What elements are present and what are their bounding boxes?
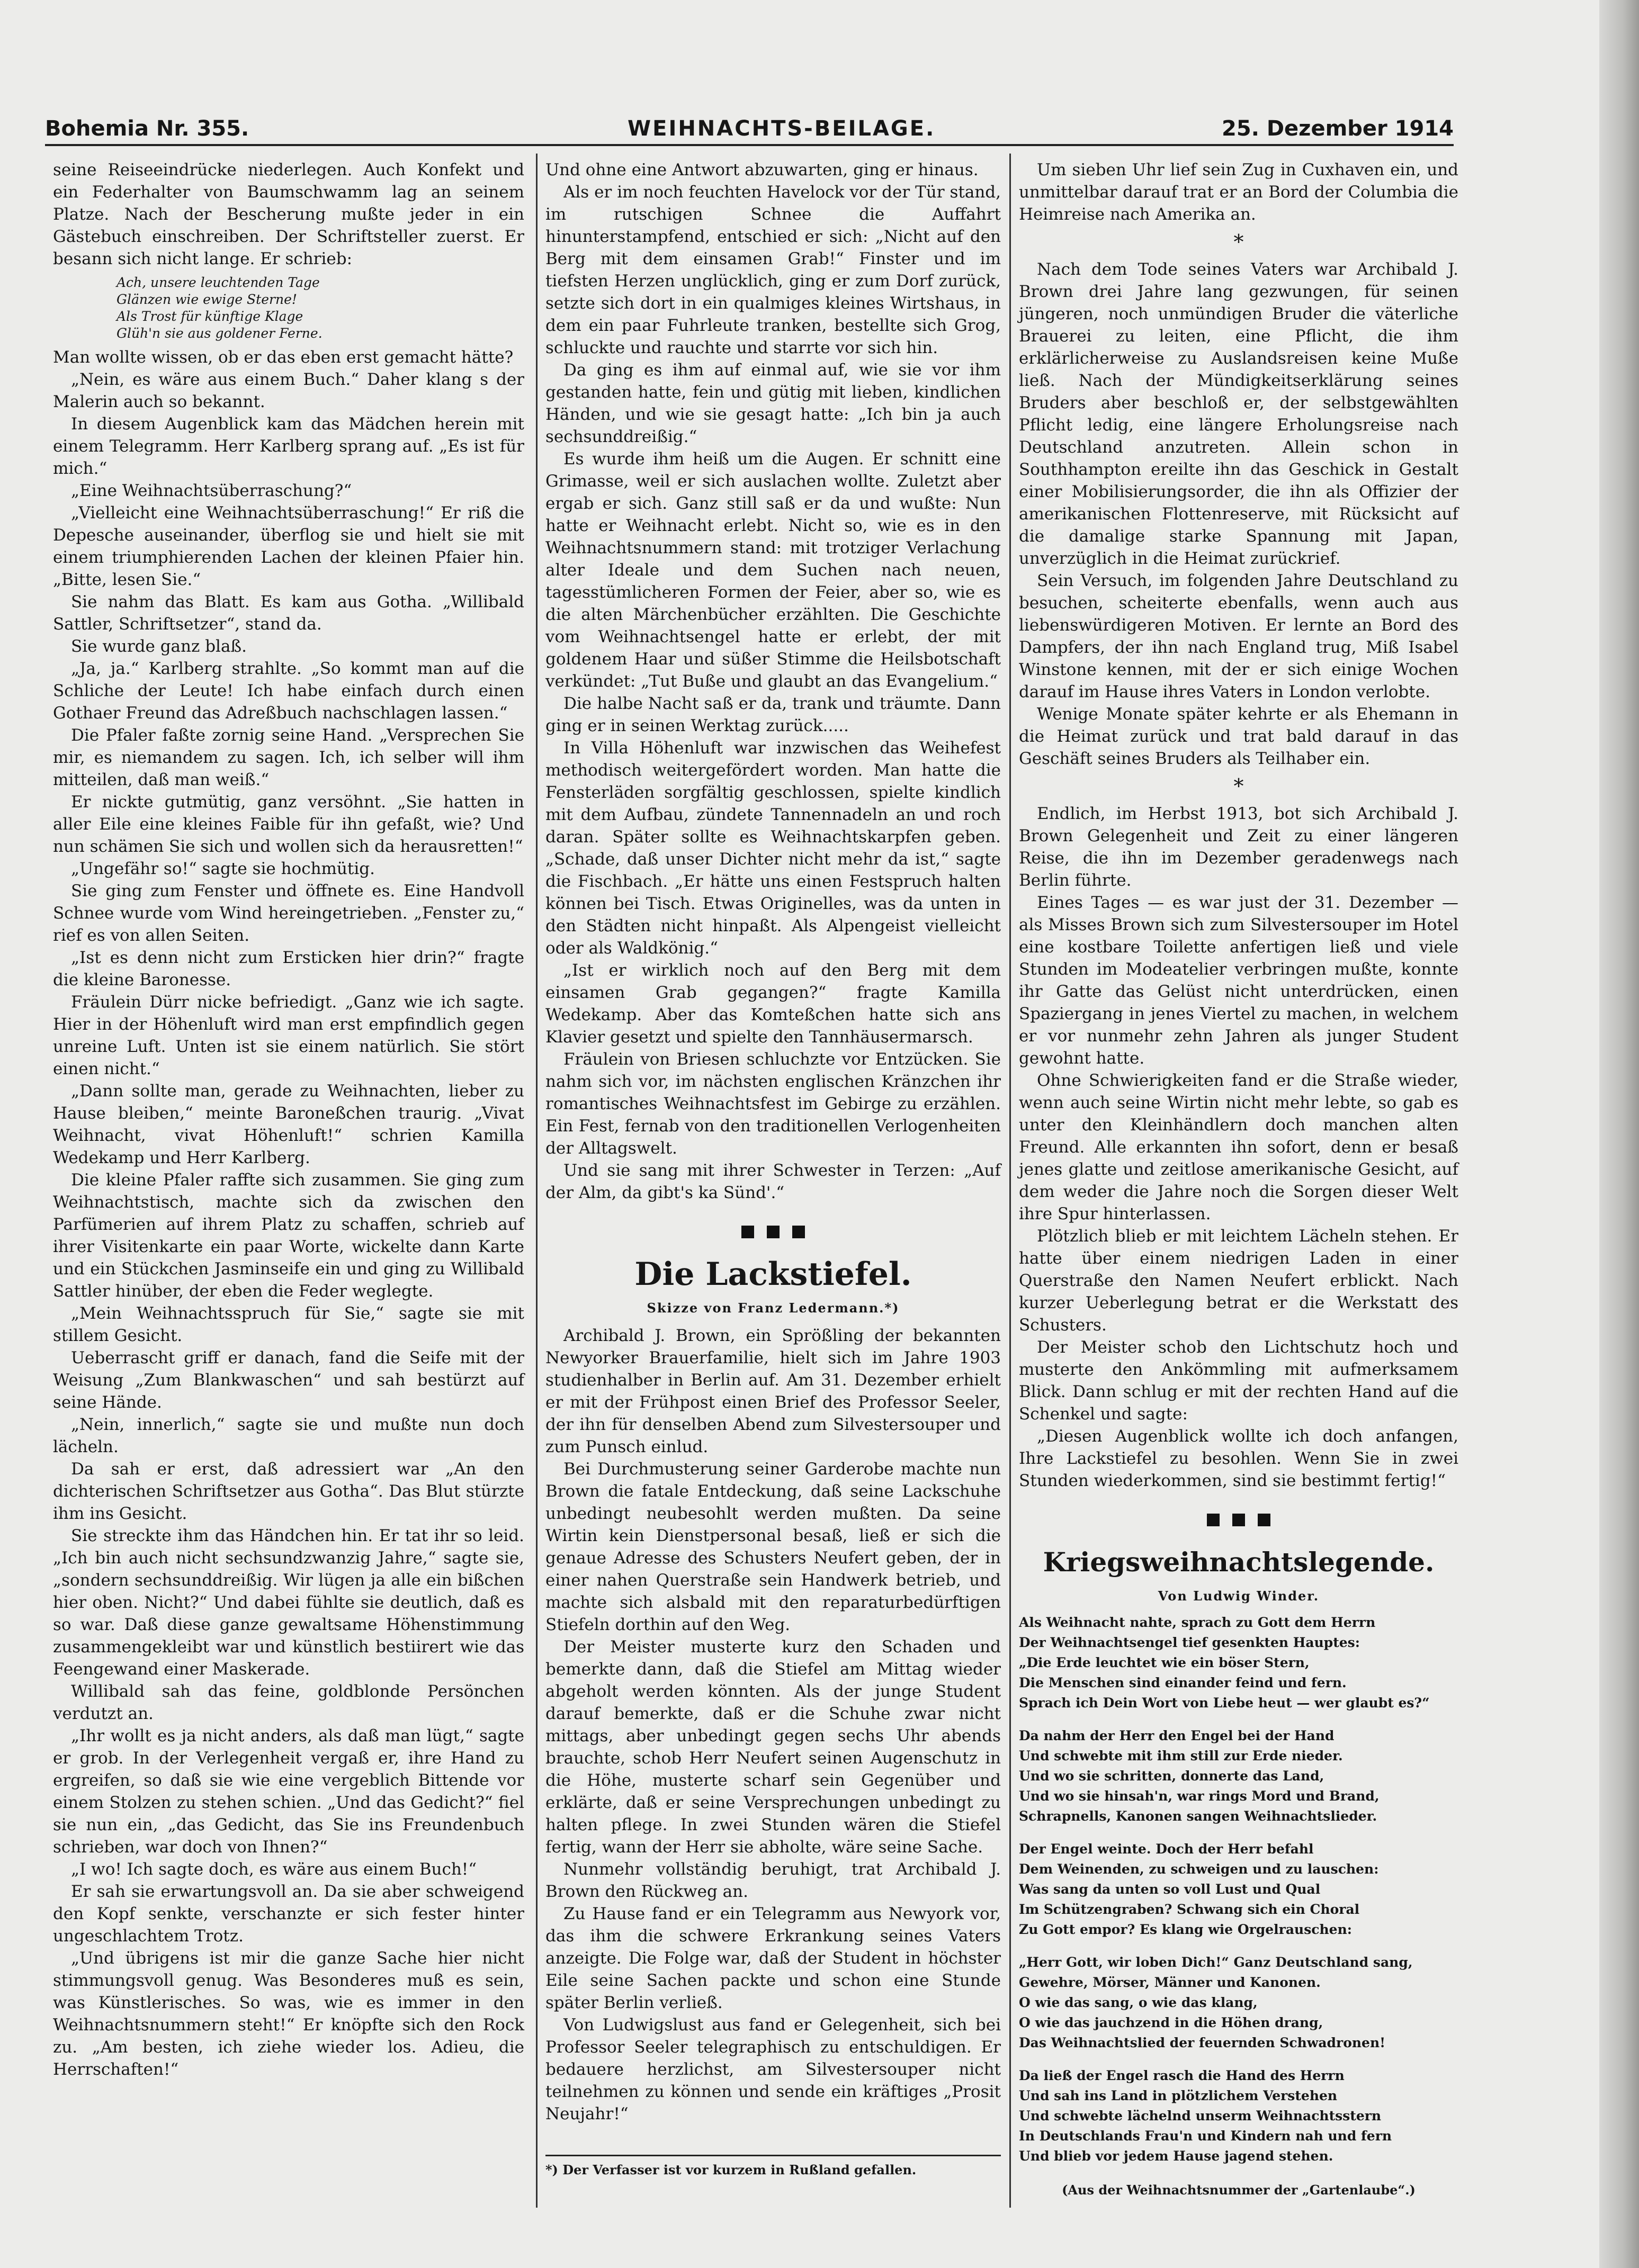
paragraph: Der Meister schob den Lichtschutz hoch und musterte den Ankömmling mit aufmerksamem Blick. Dann schlug er mit der rechten Hand auf die Schenkel und sagte:	[1019, 1338, 1458, 1424]
paragraph: Ueberrascht griff er danach, fand die Seife mit der Weisung „Zum Blankwaschen“ und sah bestürzt auf seine Hände.	[53, 1348, 524, 1412]
poem-line: Die Menschen sind einander feind und fern.	[1019, 1675, 1347, 1690]
column-2	[545, 159, 1001, 2179]
poem-line: „Herr Gott, wir loben Dich!“ Ganz Deutschland sang,	[1019, 1955, 1413, 1970]
paragraph: „Ist er wirklich noch auf den Berg mit dem einsamen Grab gegangen?“ fragte Kamilla Wedekamp. Aber das Komteßchen hatte sich ans Klavier gesetzt und spielte den Tannhäusermarsch.	[545, 961, 1001, 1047]
paragraph: Die kleine Pfaler raffte sich zusammen. Sie ging zum Weihnachtstisch, machte sich da zwischen den Parfümerien auf ihrem Platz zu schaffen, schrieb auf ihrer Visitenkarte ein paar Worte, wickelte dann Karte und ein Stückchen Jasminseife ein und ging zu Willibald Sattler hinüber, der eben die Feder weglegte.	[53, 1171, 524, 1301]
poem-line: Sprach ich Dein Wort von Liebe heut — wer glaubt es?“	[1019, 1695, 1430, 1711]
page-edge-shadow	[1599, 0, 1639, 2268]
paragraph: Als er im noch feuchten Havelock vor der Tür stand, im rutschigen Schnee die Auffahrt hinunterstampfend, entschied er sich: „Nicht auf den Berg mit dem einsamen Grab!“ Finster und im tiefsten Herzen unglücklich, ging er zum Dorf zurück, setzte sich dort in ein qualmiges kleines Wirtshaus, in dem ein paar Fuhrleute tranken, bestellte sich Grog, schluckte und rauchte und starrte vor sich hin.	[545, 183, 1001, 357]
poem-line: Der Engel weinte. Doch der Herr befahl	[1019, 1841, 1314, 1857]
poem-stanza	[1019, 1613, 1458, 1713]
issue-number: Bohemia Nr. 355.	[45, 116, 249, 141]
paragraph: Wenige Monate später kehrte er als Ehemann in die Heimat zurück und trat bald darauf in das Geschäft seines Bruders als Teilhaber ein.	[1019, 705, 1458, 768]
paragraph: Da sah er erst, daß adressiert war „An den dichterischen Schriftsetzer aus Gotha“. Das Blut stürzte ihm ins Gesicht.	[53, 1460, 524, 1523]
poem-line: Da nahm der Herr den Engel bei der Hand	[1019, 1728, 1335, 1743]
paragraph: Eines Tages — es war just der 31. Dezember — als Misses Brown sich zum Silvestersouper im Hotel eine kostbare Toilette anfertigen ließ und viele Stunden im Modeatelier verbringen mußte, konnte ihr Gatte das Gelüst nicht unterdrücken, einen Spaziergang in jenes Viertel zu machen, in welchem er vor nunmehr zehn Jahren als junger Student gewohnt hatte.	[1019, 893, 1458, 1068]
verse-line: Glänzen wie ewige Sterne!	[117, 292, 297, 307]
poem-line: Dem Weinenden, zu schweigen und zu lauschen:	[1019, 1861, 1379, 1877]
poem-line: O wie das sang, o wie das klang,	[1019, 1995, 1258, 2010]
poem-line: Und sah ins Land in plötzlichem Verstehen	[1019, 2088, 1338, 2103]
separator-star: *	[1233, 230, 1244, 254]
paragraph: Er sah sie erwartungsvoll an. Da sie aber schweigend den Kopf senkte, verschanzte er sich fester hinter ungeschlachtem Trotz.	[53, 1882, 524, 1946]
paragraph: „Eine Weihnachtsüberraschung?“	[71, 481, 352, 500]
paragraph: Sein Versuch, im folgenden Jahre Deutschland zu besuchen, scheiterte ebenfalls, wenn auch aus liebenswürdigeren Motiven. Er lernte an Bord des Dampfers, der ihn nach England trug, Miß Isabel Winstone kennen, mit der er sich einige Wochen darauf im Hause ihres Vaters in London verlobte.	[1019, 571, 1458, 701]
paragraph: Nach dem Tode seines Vaters war Archibald J. Brown drei Jahre lang gezwungen, für seinen jüngeren, noch unmündigen Bruder die väterliche Brauerei zu leiten, eine Pflicht, die ihm erklärlicherweise zu Auslandsreisen keine Muße ließ. Nach der Mündigkeitserklärung seines Bruders aber beschloß er, der selbstgewählten Pflicht ledig, eine längere Erholungsreise nach Deutschland anzutreten. Allein schon in Southhampton ereilte ihn das Geschick in Gestalt einer Mobilisierungsorder, die ihn als Offizier der amerikanischen Flottenreserve, mit Rücksicht auf die damalige starke Spannung mit Japan, unverzüglich in die Heimat zurückrief.	[1019, 260, 1458, 568]
paragraph: Archibald J. Brown, ein Sprößling der bekannten Newyorker Brauerfamilie, hielt sich im Jahre 1903 studienhalber in Berlin auf. Am 31. Dezember erhielt er mit der Frühpost einen Brief des Professor Seeler, der ihn für denselben Abend zum Silvestersouper und zum Punsch einlud.	[545, 1326, 1001, 1456]
paragraph: Der Meister musterte kurz den Schaden und bemerkte dann, daß die Stiefel am Mittag wieder abgeholt werden könnten. Als der junge Student darauf bemerkte, daß er die Schuhe zwar nicht mittags, aber unbedingt gegen sechs Uhr abends brauchte, schob Herr Neufert seinen Augenschutz in die Höhe, musterte scharf sein Gegenüber und erklärte, daß er seine Versprechungen unbedingt zu halten pflege. In zwei Stunden wären die Stiefel fertig, wann der Herr sie abholte, wäre seine Sache.	[545, 1637, 1001, 1857]
paragraph: Sie wurde ganz blaß.	[71, 637, 247, 656]
poem-stanza	[1019, 1952, 1458, 2053]
paragraph: Nunmehr vollständig beruhigt, trat Archibald J. Brown den Rückweg an.	[545, 1860, 1001, 1901]
story-byline: Skizze von Franz Ledermann.*)	[647, 1300, 900, 1316]
paragraph: „Dann sollte man, gerade zu Weihnachten, lieber zu Hause bleiben,“ meinte Baroneßchen traurig. „Vivat Weihnacht, vivat Höhenluft!“ schrien Kamilla Wedekamp und Herr Karlberg.	[53, 1082, 524, 1167]
page-header	[45, 116, 1454, 148]
paragraph: Er nickte gutmütig, ganz versöhnt. „Sie hatten in aller Eile eine kleines Faible für ihn gefaßt, wie? Und nun schämen Sie sich und wollen sich da herausretten!“	[53, 793, 524, 856]
poem-line: Was sang da unten so voll Lust und Qual	[1019, 1882, 1321, 1897]
paragraph: „Nein, es wäre aus einem Buch.“ Daher klang s der Malerin auch so bekannt.	[53, 370, 524, 411]
paragraph: Da ging es ihm auf einmal auf, wie sie vor ihm gestanden hatte, fein und gütig mit lieben, kindlichen Händen, und wie sie gesagt hatte: „Ich bin ja auch sechsunddreißig.“	[545, 361, 1001, 446]
paragraph: seine Reiseeindrücke niederlegen. Auch Konfekt und ein Federhalter von Baumschwamm lag an seinem Platze. Nach der Bescherung mußte jeder in ein Gästebuch einschreiben. Der Schriftsteller zuerst. Er besann sich nicht lange. Er schrieb:	[53, 160, 524, 268]
separator-star: *	[1233, 775, 1244, 798]
paragraph: „Ja, ja.“ Karlberg strahlte. „So kommt man auf die Schliche der Leute! Ich habe einfach durch einen Gothaer Freund das Adreßbuch nachschlagen lassen.“	[53, 659, 524, 723]
section-divider	[1019, 1510, 1458, 1532]
paragraph: „Ungefähr so!“ sagte sie hochmütig.	[71, 859, 375, 878]
paragraph: „Ihr wollt es ja nicht anders, als daß man lügt,“ sagte er grob. In der Verlegenheit vergaß er, ihre Hand zu ergreifen, so daß sie wie eine vergeblich Bittende vor einem Stolzen zu stehen schien. „Und das Gedicht?“ fiel sie nun ein, „das Gedicht, das Sie ins Freundenbuch schrieben, war doch von Ihnen?“	[53, 1726, 524, 1857]
guestbook-verse	[117, 274, 524, 342]
paragraph: Und sie sang mit ihrer Schwester in Terzen: „Auf der Alm, da gibt's ka Sünd'.“	[545, 1161, 1001, 1202]
poem-line: Das Weihnachtslied der feuernden Schwadronen!	[1019, 2035, 1386, 2050]
paragraph: Man wollte wissen, ob er das eben erst gemacht hätte?	[53, 348, 514, 367]
column-3	[1019, 159, 1458, 2201]
poem-line: Und wo sie hinsah'n, war rings Mord und Brand,	[1019, 1788, 1380, 1804]
poem-stanza	[1019, 2066, 1458, 2166]
paragraph: „Nein, innerlich,“ sagte sie und mußte nun doch lächeln.	[53, 1415, 524, 1456]
verse-line: Glüh'n sie aus goldener Ferne.	[117, 326, 323, 341]
paragraph: „Diesen Augenblick wollte ich doch anfangen, Ihre Lackstiefel zu besohlen. Wenn Sie in zwei Stunden wiederkommen, sind sie bestimmt fertig!“	[1019, 1427, 1458, 1490]
paragraph: „Ist es denn nicht zum Ersticken hier drin?“ fragte die kleine Baronesse.	[53, 948, 524, 989]
poem	[1019, 1613, 1458, 2166]
poem-line: Gewehre, Mörser, Männer und Kanonen.	[1019, 1975, 1321, 1990]
footnote: *) Der Verfasser ist vor kurzem in Rußland gefallen.	[545, 2155, 1001, 2179]
paragraph: Sie ging zum Fenster und öffnete es. Eine Handvoll Schnee wurde vom Wind hereingetrieben. „Fenster zu,“ rief es von allen Seiten.	[53, 881, 524, 945]
supplement-title: WEIHNACHTS-BEILAGE.	[628, 116, 936, 141]
paragraph: Um sieben Uhr lief sein Zug in Cuxhaven ein, und unmittelbar darauf trat er an Bord der Columbia die Heimreise nach Amerika an.	[1019, 160, 1458, 224]
paragraph: In diesem Augenblick kam das Mädchen herein mit einem Telegramm. Herr Karlberg sprang auf. „Es ist für mich.“	[53, 415, 524, 478]
verse-line: Als Trost für künftige Klage	[117, 309, 303, 324]
poem-line: Da ließ der Engel rasch die Hand des Herrn	[1019, 2068, 1345, 2083]
paragraph: Fräulein von Briesen schluchzte vor Entzücken. Sie nahm sich vor, im nächsten englischen Kränzchen ihr romantisches Weihnachtsfest im Gebirge zu erzählen. Ein Fest, fernab von den traditionellen Verlogenheiten der Alltagswelt.	[545, 1050, 1001, 1158]
poem-stanza	[1019, 1726, 1458, 1826]
paragraph: Es wurde ihm heiß um die Augen. Er schnitt eine Grimasse, weil er sich auslachen wollte. Zuletzt aber ergab er sich. Ganz still saß er da und wußte: Nun hatte er Weihnacht erlebt. Nicht so, wie es in den Weihnachtsnummern stand: mit trotziger Verlachung alter Ideale und dem Suchen nach neuen, tagesstümlicheren Formen der Feier, aber so, wie es die alten Märchenbücher erzählten. Die Geschichte vom Weihnachtsengel hatte er erlebt, der mit goldenem Haar und süßer Stimme die Heilsbotschaft verkündet: „Tut Buße und glaubt an das Evangelium.“	[545, 449, 1001, 691]
paragraph: Die halbe Nacht saß er da, trank und träumte. Dann ging er in seinen Werktag zurück.....	[545, 694, 1001, 735]
paragraph: Ohne Schwierigkeiten fand er die Straße wieder, wenn auch seine Wirtin nicht mehr lebte, so gab es unter den Kleinhändlern doch manchen alten Freund. Alle erkannten ihn sofort, denn er besaß jenes glatte und zeitlose amerikanische Gesicht, auf dem weder die Jahre noch die Sorgen dieser Welt ihre Spur hinterlassen.	[1019, 1071, 1458, 1223]
paragraph: „Mein Weihnachtsspruch für Sie,“ sagte sie mit stillem Gesicht.	[53, 1304, 524, 1345]
poem-line: Im Schützengraben? Schwang sich ein Choral	[1019, 1902, 1360, 1917]
paragraph: Fräulein Dürr nicke befriedigt. „Ganz wie ich sagte. Hier in der Höhenluft wird man erst empfindlich gegen unreine Luft. Unten ist sie einem natürlich. Sie stört einen nicht.“	[53, 993, 524, 1078]
section-divider	[545, 1222, 1001, 1244]
verse-line: Ach, unsere leuchtenden Tage	[117, 275, 320, 290]
paragraph: „I wo! Ich sagte doch, es wäre aus einem Buch!“	[71, 1860, 477, 1879]
story-title: Die Lackstiefel.	[634, 1256, 912, 1293]
poem-line: Und schwebte lächelnd unserm Weihnachtsstern	[1019, 2108, 1382, 2123]
paragraph: Sie nahm das Blatt. Es kam aus Gotha. „Willibald Sattler, Schriftsetzer“, stand da.	[53, 592, 524, 634]
poem-line: Und blieb vor jedem Hause jagend stehen.	[1019, 2148, 1333, 2164]
column-rule-2	[1009, 154, 1011, 2208]
poem-line: Und schwebte mit ihm still zur Erde nieder.	[1019, 1748, 1343, 1763]
paragraph: In Villa Höhenluft war inzwischen das Weihefest methodisch weitergefördert worden. Man hatte die Fensterläden sorgfältig geschlossen, spielte kindlich mit dem Aufbau, zündete Tannennadeln an und roch daran. Später sollte es Weihnachtskarpfen geben. „Schade, daß unser Dichter nicht mehr da ist,“ sagte die Fischbach. „Er hätte uns einen Festspruch halten können bei Tisch. Etwas Originelles, was da unten in den Städten nicht hinpaßt. Als Alpengeist vielleicht oder als Waldkönig.“	[545, 739, 1001, 958]
poem-line: O wie das jauchzend in die Höhen drang,	[1019, 2015, 1323, 2030]
poem-stanza	[1019, 1839, 1458, 1940]
poem-line: Schrapnells, Kanonen sangen Weihnachtslieder.	[1019, 1808, 1377, 1824]
paragraph: Und ohne eine Antwort abzuwarten, ging er hinaus.	[545, 160, 979, 179]
paragraph: Zu Hause fand er ein Telegramm aus Newyork vor, das ihm die schwere Erkrankung seines Vaters anzeigte. Die Folge war, daß der Student in höchster Eile seine Sachen packte und schon eine Stunde später Berlin verließ.	[545, 1904, 1001, 2012]
poem-line: Und wo sie schritten, donnerte das Land,	[1019, 1768, 1324, 1784]
column-rule-1	[536, 154, 538, 2208]
poem-line: Als Weihnacht nahte, sprach zu Gott dem Herrn	[1019, 1615, 1376, 1630]
paragraph: „Und übrigens ist mir die ganze Sache hier nicht stimmungsvoll genug. Was Besonderes muß es sein, was Künstlerisches. So was, wie es immer in den Weihnachtsnummern steht!“ Er knöpfte sich den Rock zu. „Am besten, ich ziehe wieder los. Adieu, die Herrschaften!“	[53, 1949, 524, 2079]
header-rule	[45, 144, 1454, 146]
paragraph: „Vielleicht eine Weihnachtsüberraschung!“ Er riß die Depesche auseinander, überflog sie und hielt sie mit einem triumphierenden Lachen der kleinen Pfaier hin. „Bitte, lesen Sie.“	[53, 503, 524, 589]
paragraph: Willibald sah das feine, goldblonde Persönchen verdutzt an.	[53, 1682, 524, 1723]
poem-title: Kriegsweihnachtslegende.	[1043, 1546, 1435, 1578]
poem-line: Zu Gott empor? Es klang wie Orgelrauschen:	[1019, 1922, 1352, 1937]
poem-line: In Deutschlands Frau'n und Kindern nah und fern	[1019, 2128, 1392, 2144]
column-1	[53, 159, 524, 2081]
poem-line: „Die Erde leuchtet wie ein böser Stern,	[1019, 1655, 1310, 1670]
paragraph: Endlich, im Herbst 1913, bot sich Archibald J. Brown Gelegenheit und Zeit zu einer längeren Reise, die ihn im Dezember geradenwegs nach Berlin führte.	[1019, 804, 1458, 890]
paragraph: Sie streckte ihm das Händchen hin. Er tat ihr so leid. „Ich bin auch nicht sechsundzwanzig Jahre,“ sagte sie, „sondern sechsunddreißig. Wir lügen ja alle ein bißchen hier oben. Nicht?“ Und dabei fühlte sie deutlich, daß es so war. Daß diese ganze gewaltsame Höhenstimmung zusammengekleibt war und künstlich bestiirert wie das Feengewand einer Maskerade.	[53, 1526, 524, 1679]
poem-line: Der Weihnachtsengel tief gesenkten Hauptes:	[1019, 1635, 1360, 1650]
poem-source: (Aus der Weihnachtsnummer der „Gartenlaube“.)	[1062, 2182, 1416, 2198]
paragraph: Die Pfaler faßte zornig seine Hand. „Versprechen Sie mir, es niemandem zu sagen. Ich, ich selber will ihm mitteilen, daß man weiß.“	[53, 726, 524, 789]
paragraph: Von Ludwigslust aus fand er Gelegenheit, sich bei Professor Seeler telegraphisch zu entschuldigen. Er bedauere herzlichst, am Silvestersouper nicht teilnehmen zu können und sende ein kräftiges „Prosit Neujahr!“	[545, 2015, 1001, 2123]
poem-byline: Von Ludwig Winder.	[1158, 1588, 1320, 1604]
issue-date: 25. Dezember 1914	[1222, 116, 1454, 141]
paragraph: Bei Durchmusterung seiner Garderobe machte nun Brown die fatale Entdeckung, daß seine Lackschuhe unbedingt neubesohlt werden mußten. Da seine Wirtin kein Dienstpersonal besaß, ließ er sich die genaue Adresse des Schusters Neufert geben, der in einer nahen Querstraße sein Handwerk betrieb, und machte sich alsbald mit den reparaturbedürftigen Stiefeln dorthin auf den Weg.	[545, 1460, 1001, 1634]
paragraph: Plötzlich blieb er mit leichtem Lächeln stehen. Er hatte über einem niedrigen Laden in einer Querstraße den Namen Neufert erblickt. Nach kurzer Ueberlegung betrat er die Werkstatt des Schusters.	[1019, 1227, 1458, 1335]
